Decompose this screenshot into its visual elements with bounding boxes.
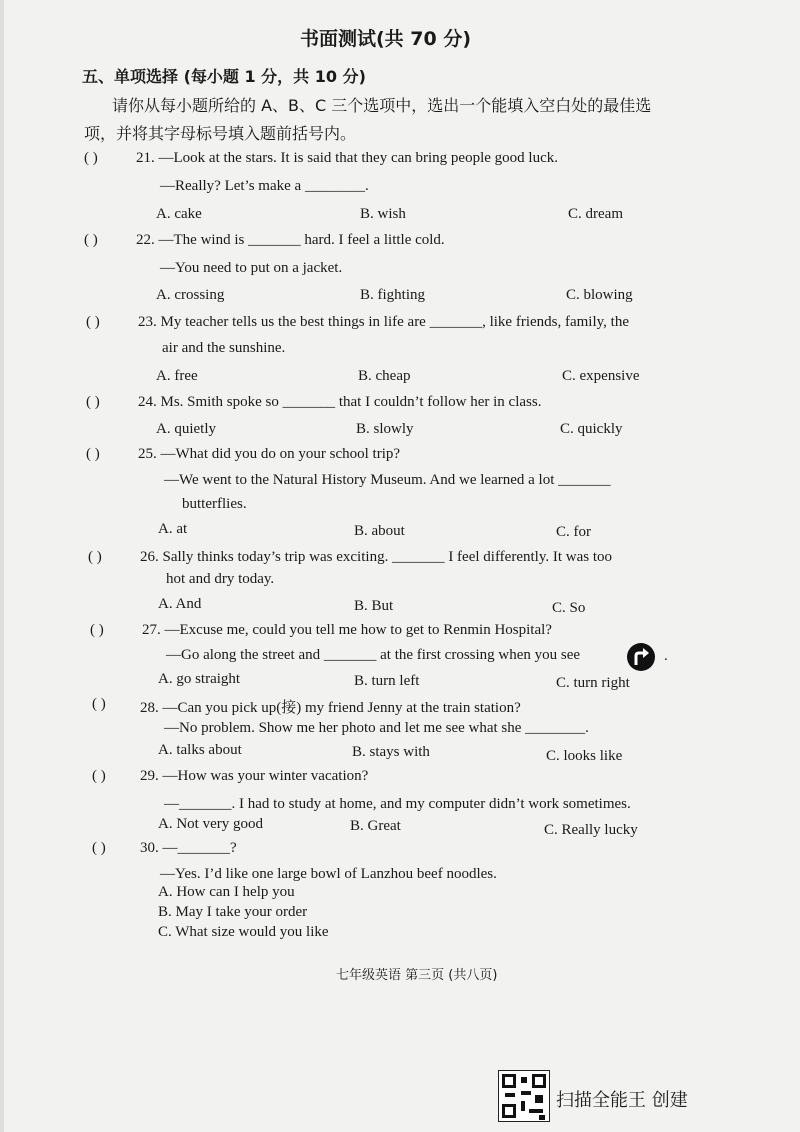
period-mark: .: [664, 648, 668, 664]
answer-paren[interactable]: ( ): [92, 696, 106, 712]
answer-paren[interactable]: ( ): [86, 394, 100, 410]
question-line: —No problem. Show me her photo and let me see what she ________.: [164, 720, 589, 736]
question-line: —Yes. I’d like one large bowl of Lanzhou beef noodles.: [160, 866, 497, 882]
option-c: C. quickly: [560, 421, 623, 437]
answer-paren[interactable]: ( ): [84, 232, 98, 248]
option-c: C. So: [552, 600, 586, 616]
question-line: hot and dry today.: [166, 571, 275, 587]
option-a: A. talks about: [158, 742, 242, 758]
answer-paren[interactable]: ( ): [88, 549, 102, 565]
instruction-line-1: 请你从每小题所给的 A、B、C 三个选项中，选出一个能填入空白处的最佳选: [112, 96, 652, 115]
question-line: 21. —Look at the stars. It is said that they can bring people good luck.: [136, 150, 558, 166]
question-line: 27. —Excuse me, could you tell me how to get to Renmin Hospital?: [142, 622, 552, 638]
option-c: C. looks like: [546, 748, 623, 764]
option-a: A. And: [158, 596, 202, 612]
option-b: B. turn left: [354, 673, 420, 689]
question-line: 24. Ms. Smith spoke so _______ that I couldn’t follow her in class.: [138, 394, 542, 410]
question-line: 23. My teacher tells us the best things in life are _______, like friends, family, the: [138, 314, 629, 330]
option-c: C. blowing: [566, 287, 633, 303]
option-b: B. slowly: [356, 421, 414, 437]
option-c: C. Really lucky: [544, 822, 638, 838]
answer-paren[interactable]: ( ): [92, 768, 106, 784]
option-c: C. dream: [568, 206, 623, 222]
answer-paren[interactable]: ( ): [86, 446, 100, 462]
answer-paren[interactable]: ( ): [90, 622, 104, 638]
option-a: A. Not very good: [158, 816, 263, 832]
option-b: B. wish: [360, 206, 406, 222]
question-line: 30. —_______?: [140, 840, 237, 856]
option-a: A. at: [158, 521, 188, 537]
section-heading: 五、单项选择 (每小题 1 分，共 10 分): [82, 67, 366, 86]
question-line: 25. —What did you do on your school trip?: [138, 446, 401, 462]
answer-paren[interactable]: ( ): [84, 150, 98, 166]
option-b: B. May I take your order: [158, 904, 308, 920]
question-line: —Go along the street and _______ at the first crossing when you see: [166, 647, 581, 663]
page-footer: 七年级英语 第三页 (共八页): [336, 968, 498, 983]
option-b: B. But: [354, 598, 394, 614]
question-line: 26. Sally thinks today’s trip was exciting. _______ I feel differently. It was too: [140, 549, 613, 565]
option-a: A. cake: [156, 206, 202, 222]
option-a: A. crossing: [156, 287, 225, 303]
qr-code-icon: [498, 1070, 550, 1122]
page-edge: [0, 0, 4, 1132]
question-line: 28. —Can you pick up(接) my friend Jenny at the train station?: [140, 700, 521, 716]
answer-paren[interactable]: ( ): [86, 314, 100, 330]
option-b: B. Great: [350, 818, 401, 834]
question-line: —You need to put on a jacket.: [160, 260, 343, 276]
option-c: C. for: [556, 524, 591, 540]
instruction-line-2: 项，并将其字母标号填入题前括号内。: [84, 124, 357, 143]
option-a: A. How can I help you: [158, 884, 295, 900]
answer-paren[interactable]: ( ): [92, 840, 106, 856]
option-c: C. expensive: [562, 368, 640, 384]
option-b: B. fighting: [360, 287, 426, 303]
option-a: A. go straight: [158, 671, 241, 687]
option-c: C. What size would you like: [158, 924, 329, 940]
question-line: 29. —How was your winter vacation?: [140, 768, 369, 784]
question-line: butterflies.: [182, 496, 247, 512]
option-b: B. about: [354, 523, 405, 539]
question-line: —_______. I had to study at home, and my computer didn’t work sometimes.: [164, 796, 631, 812]
option-a: A. quietly: [156, 421, 216, 437]
scanner-watermark: 扫描全能王 创建: [556, 1090, 688, 1111]
turn-right-sign-icon: [626, 642, 656, 672]
question-line: —We went to the Natural History Museum. And we learned a lot _______: [164, 472, 611, 488]
option-a: A. free: [156, 368, 198, 384]
option-c: C. turn right: [556, 675, 630, 691]
question-line: 22. —The wind is _______ hard. I feel a little cold.: [136, 232, 445, 248]
option-b: B. cheap: [358, 368, 411, 384]
question-line: air and the sunshine.: [162, 340, 286, 356]
test-title: 书面测试(共 70 分): [300, 28, 472, 50]
option-b: B. stays with: [352, 744, 430, 760]
question-line: —Really? Let’s make a ________.: [160, 178, 369, 194]
